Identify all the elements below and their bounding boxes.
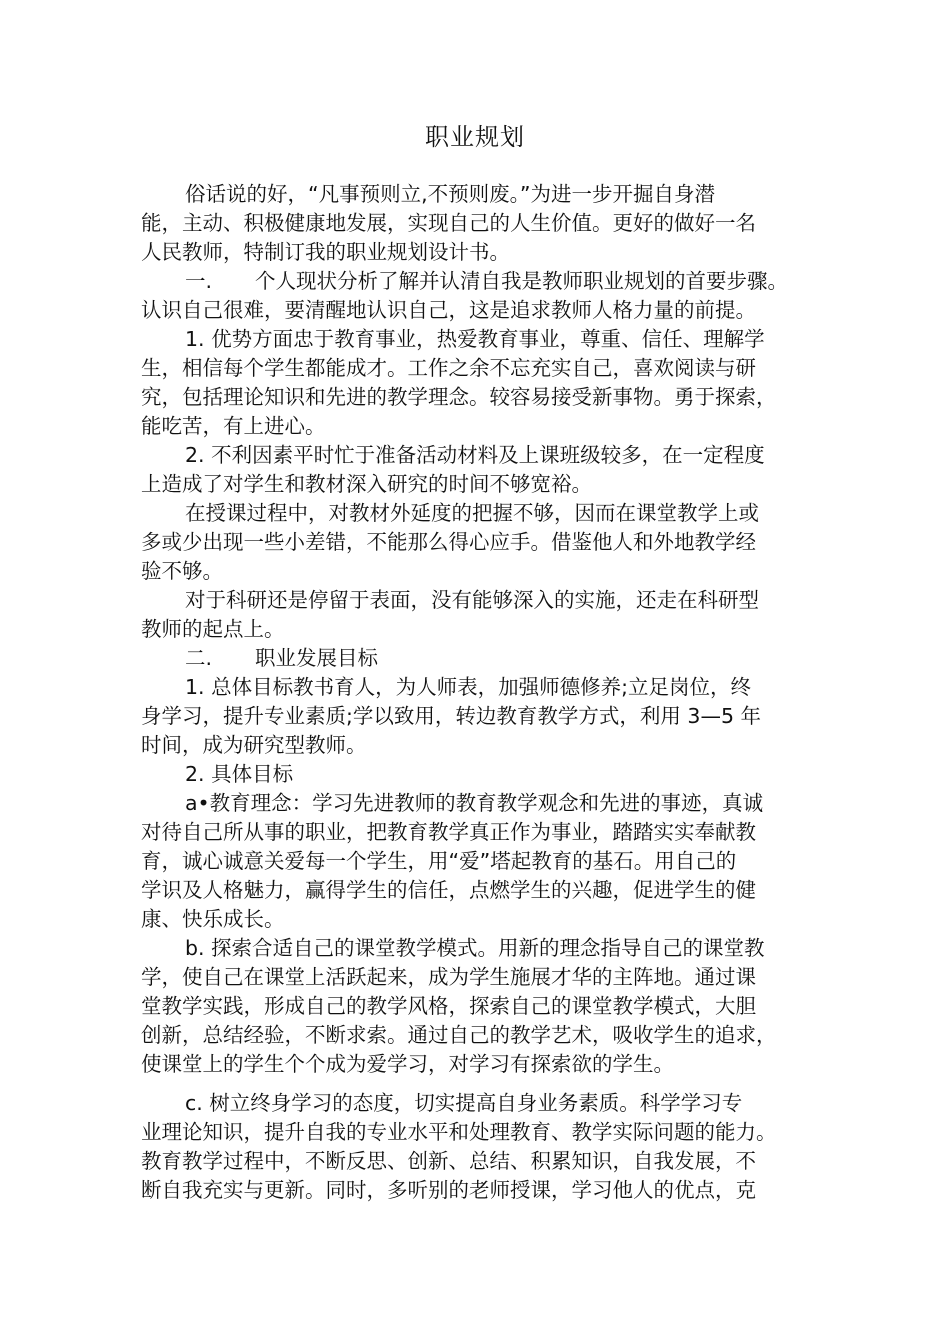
text-line: 究，包括理论知识和先进的教学理念。较容易接受新事物。勇于探索， bbox=[141, 385, 777, 409]
text-line: 能，主动、积极健康地发展，实现自己的人生价值。更好的做好一名 bbox=[141, 211, 756, 235]
text-line: 堂教学实践，形成自己的教学风格，探索自己的课堂教学模式，大胆 bbox=[141, 994, 756, 1018]
text-line: 2. 具体目标 bbox=[185, 762, 294, 786]
text-line: 2. 不利因素平时忙于准备活动材料及上课班级较多，在一定程度 bbox=[185, 443, 765, 467]
section-text: 职业发展目标 bbox=[255, 646, 378, 670]
text-line: 生，相信每个学生都能成才。工作之余不忘充实自己，喜欢阅读与研 bbox=[141, 356, 756, 380]
paragraph-gap bbox=[141, 1079, 831, 1089]
text-line: 俗话说的好，“凡事预则立,不预则废。”为进一步开掘自身潜 bbox=[185, 182, 716, 206]
text-line: 时间，成为研究型教师。 bbox=[141, 733, 367, 757]
page-title: 职业规划 bbox=[425, 123, 525, 151]
text-line: 康、快乐成长。 bbox=[141, 907, 285, 931]
text-line: 认识自己很难，要清醒地认识自己，这是追求教师人格力量的前提。 bbox=[141, 298, 756, 322]
text-line: 业理论知识，提升自我的专业水平和处理教育、教学实际问题的能力。 bbox=[141, 1120, 777, 1144]
text-line: 学识及人格魅力，赢得学生的信任，点燃学生的兴趣，促进学生的健 bbox=[141, 878, 756, 902]
document-body bbox=[141, 180, 831, 1205]
text-line: 断自我充实与更新。同时，多听别的老师授课，学习他人的优点，克 bbox=[141, 1178, 756, 1202]
text-line: 使课堂上的学生个个成为爱学习，对学习有探索欲的学生。 bbox=[141, 1052, 674, 1076]
text-line: 在授课过程中，对教材外延度的把握不够，因而在课堂教学上或 bbox=[185, 501, 759, 525]
text-line: 能吃苦，有上进心。 bbox=[141, 414, 326, 438]
text-line: 教师的起点上。 bbox=[141, 617, 285, 641]
text-line: 多或少出现一些小差错，不能那么得心应手。借鉴他人和外地教学经 bbox=[141, 530, 756, 554]
text-line: 验不够。 bbox=[141, 559, 223, 583]
text-line: 身学习，提升专业素质;学以致用，转边教育教学方式，利用 3—5 年 bbox=[141, 704, 762, 728]
text-line: b. 探索合适自己的课堂教学模式。用新的理念指导自己的课堂教 bbox=[185, 936, 765, 960]
section-number: 二. bbox=[185, 646, 213, 670]
text-line: 上造成了对学生和教材深入研究的时间不够宽裕。 bbox=[141, 472, 592, 496]
section-heading-2 bbox=[141, 644, 831, 673]
text-line: a•教育理念：学习先进教师的教育教学观念和先进的事迹，真诚 bbox=[185, 791, 764, 815]
text-line: 1. 优势方面忠于教育事业，热爱教育事业，尊重、信任、理解学 bbox=[185, 327, 765, 351]
text-line: 1. 总体目标教书育人，为人师表，加强师德修养;立足岗位，终 bbox=[185, 675, 751, 699]
section-text: 个人现状分析了解并认清自我是教师职业规划的首要步骤。 bbox=[255, 269, 788, 293]
text-line: 教育教学过程中，不断反思、创新、总结、积累知识，自我发展，不 bbox=[141, 1149, 756, 1173]
text-line: c. 树立终身学习的态度，切实提高自身业务素质。科学学习专 bbox=[185, 1091, 743, 1115]
text-line: 学，使自己在课堂上活跃起来，成为学生施展才华的主阵地。通过课 bbox=[141, 965, 756, 989]
text-line: 人民教师，特制订我的职业规划设计书。 bbox=[141, 240, 510, 264]
text-line: 对待自己所从事的职业，把教育教学真正作为事业，踏踏实实奉献教 bbox=[141, 820, 756, 844]
section-heading-1 bbox=[141, 267, 831, 296]
section-number: 一. bbox=[185, 269, 213, 293]
text-line: 创新，总结经验，不断求索。通过自己的教学艺术，吸收学生的追求， bbox=[141, 1023, 777, 1047]
text-line: 对于科研还是停留于表面，没有能够深入的实施，还走在科研型 bbox=[185, 588, 759, 612]
text-line: 育，诚心诚意关爱每一个学生，用“爱”塔起教育的基石。用自己的 bbox=[141, 849, 737, 873]
